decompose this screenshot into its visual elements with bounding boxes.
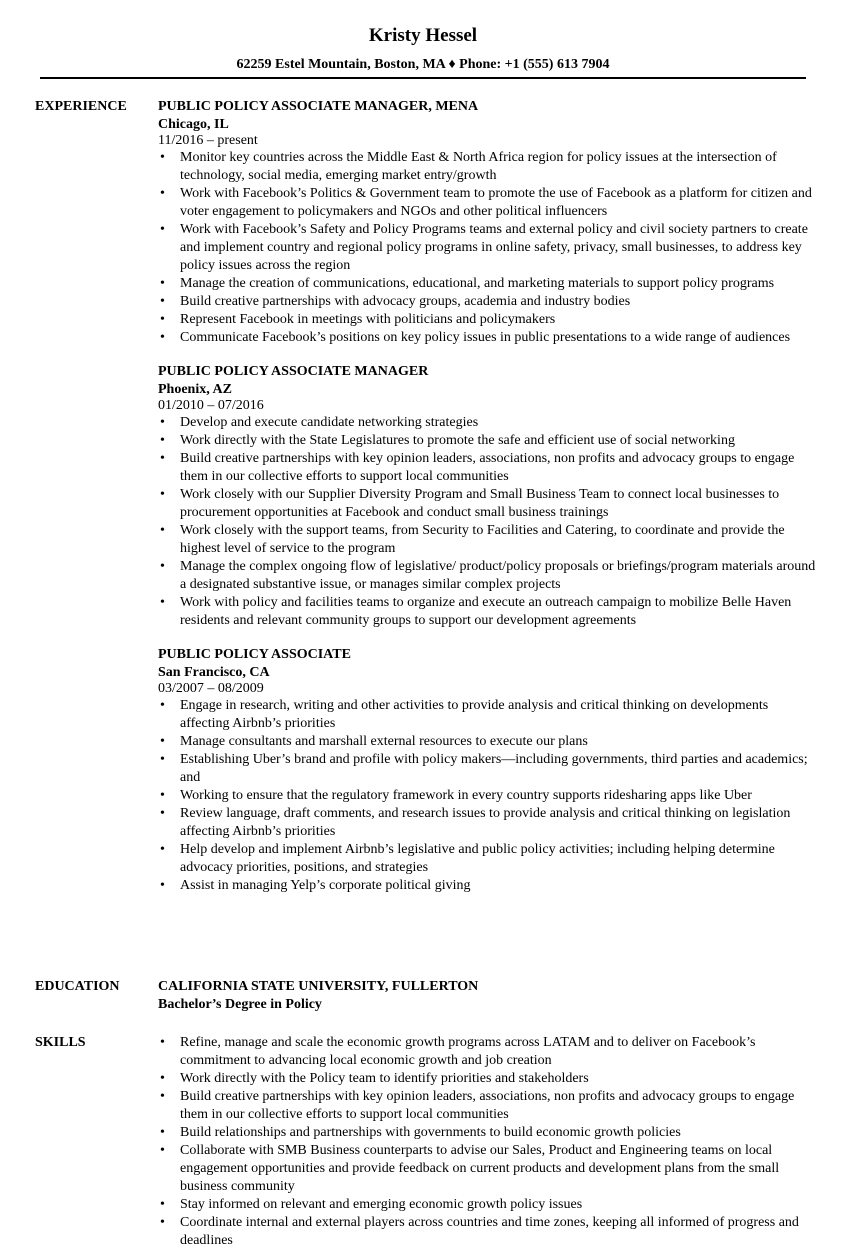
job-bullets xyxy=(158,414,818,630)
skills-body xyxy=(158,1034,818,1250)
job-location: San Francisco, CA xyxy=(158,665,270,680)
bullet-item: • Develop and execute candidate networking strategies xyxy=(158,414,818,432)
bullet-item: • Establishing Uber’s brand and profile with policy makers—including governments, third parties and academics; and xyxy=(158,751,818,787)
header-divider xyxy=(40,77,806,79)
bullet-item: • Collaborate with SMB Business counterparts to advise our Sales, Product and Engineering teams on local engagement opportunities and provide feedback on current products and development plans from the small business community xyxy=(158,1142,818,1196)
bullet-item: • Help develop and implement Airbnb’s legislative and public policy activities; including helping determine advocacy priorities, positions, and strategies xyxy=(158,841,818,877)
bullet-item: • Working to ensure that the regulatory framework in every country supports ridesharing apps like Uber xyxy=(158,787,818,805)
bullet-item: • Build creative partnerships with key opinion leaders, associations, non profits and advocacy groups to engage them in our collective efforts to support local communities xyxy=(158,450,818,486)
degree: Bachelor’s Degree in Policy xyxy=(158,997,322,1012)
bullet-item: • Work directly with the Policy team to identify priorities and stakeholders xyxy=(158,1070,818,1088)
bullet-item: • Communicate Facebook’s positions on key policy issues in public presentations to a wide range of audiences xyxy=(158,329,818,347)
bullet-item: • Manage the creation of communications, educational, and marketing materials to support policy programs xyxy=(158,275,818,293)
bullet-item: • Build creative partnerships with key opinion leaders, associations, non profits and advocacy groups to engage them in our collective efforts to support local communities xyxy=(158,1088,818,1124)
bullet-item: • Refine, manage and scale the economic growth programs across LATAM and to deliver on Facebook’s commitment to advancing local economic growth and job creation xyxy=(158,1034,818,1070)
job-dates: 11/2016 – present xyxy=(158,133,258,148)
bullet-item: • Review language, draft comments, and research issues to provide analysis and critical thinking on legislation affecting Airbnb’s priorities xyxy=(158,805,818,841)
bullet-item: • Manage the complex ongoing flow of legislative/ product/policy proposals or briefings/program materials around a designated substantive issue, or manages similar complex projects xyxy=(158,558,818,594)
job-bullets xyxy=(158,697,818,895)
skills-bullets xyxy=(158,1034,818,1250)
bullet-item: • Work closely with our Supplier Diversity Program and Small Business Team to connect local businesses to procurement opportunities at Facebook and conduct small business trainings xyxy=(158,486,818,522)
bullet-item: • Manage consultants and marshall external resources to execute our plans xyxy=(158,733,818,751)
contact-line: 62259 Estel Mountain, Boston, MA ♦ Phone: +1 (555) 613 7904 xyxy=(236,57,610,72)
job-location: Chicago, IL xyxy=(158,117,229,132)
job-entry xyxy=(158,646,818,895)
job-title: PUBLIC POLICY ASSOCIATE MANAGER, MENA xyxy=(158,99,479,114)
skills-label: SKILLS xyxy=(35,1035,86,1050)
bullet-item: • Coordinate internal and external players across countries and time zones, keeping all informed of progress and deadlines xyxy=(158,1214,818,1250)
job-title: PUBLIC POLICY ASSOCIATE MANAGER xyxy=(158,364,429,379)
bullet-item: • Work with Facebook’s Politics & Government team to promote the use of Facebook as a platform for citizen and voter engagement to policymakers and NGOs and other political influencers xyxy=(158,185,818,221)
bullet-item: • Work with policy and facilities teams to organize and execute an outreach campaign to mobilize Belle Haven residents and relevant community groups to support our development agreements xyxy=(158,594,818,630)
job-dates: 01/2010 – 07/2016 xyxy=(158,398,264,413)
education-body xyxy=(158,978,818,1013)
bullet-item: • Monitor key countries across the Middle East & North Africa region for policy issues at the intersection of technology, social media, emerging market entry/growth xyxy=(158,149,818,185)
resume-header xyxy=(40,24,806,74)
education-label: EDUCATION xyxy=(35,979,120,994)
bullet-item: • Stay informed on relevant and emerging economic growth policy issues xyxy=(158,1196,818,1214)
job-bullets xyxy=(158,149,818,347)
job-dates: 03/2007 – 08/2009 xyxy=(158,681,264,696)
job-entry xyxy=(158,363,818,630)
job-title: PUBLIC POLICY ASSOCIATE xyxy=(158,647,351,662)
bullet-item: • Work directly with the State Legislatures to promote the safe and efficient use of social networking xyxy=(158,432,818,450)
bullet-item: • Build creative partnerships with advocacy groups, academia and industry bodies xyxy=(158,293,818,311)
bullet-item: • Work with Facebook’s Safety and Policy Programs teams and external policy and civil society partners to create and implement country and regional policy programs in online safety, privacy, small businesses, to address key policy issues across the region xyxy=(158,221,818,275)
school-name: CALIFORNIA STATE UNIVERSITY, FULLERTON xyxy=(158,979,479,994)
bullet-item: • Represent Facebook in meetings with politicians and policymakers xyxy=(158,311,818,329)
experience-body xyxy=(158,98,818,895)
candidate-name: Kristy Hessel xyxy=(368,25,478,46)
experience-label: EXPERIENCE xyxy=(35,99,127,114)
job-entry xyxy=(158,98,818,347)
bullet-item: • Engage in research, writing and other activities to provide analysis and critical thinking on developments affecting Airbnb’s priorities xyxy=(158,697,818,733)
bullet-item: • Assist in managing Yelp’s corporate political giving xyxy=(158,877,818,895)
job-location: Phoenix, AZ xyxy=(158,382,232,397)
bullet-item: • Build relationships and partnerships with governments to build economic growth policies xyxy=(158,1124,818,1142)
bullet-item: • Work closely with the support teams, from Security to Facilities and Catering, to coordinate and provide the highest level of service to the program xyxy=(158,522,818,558)
